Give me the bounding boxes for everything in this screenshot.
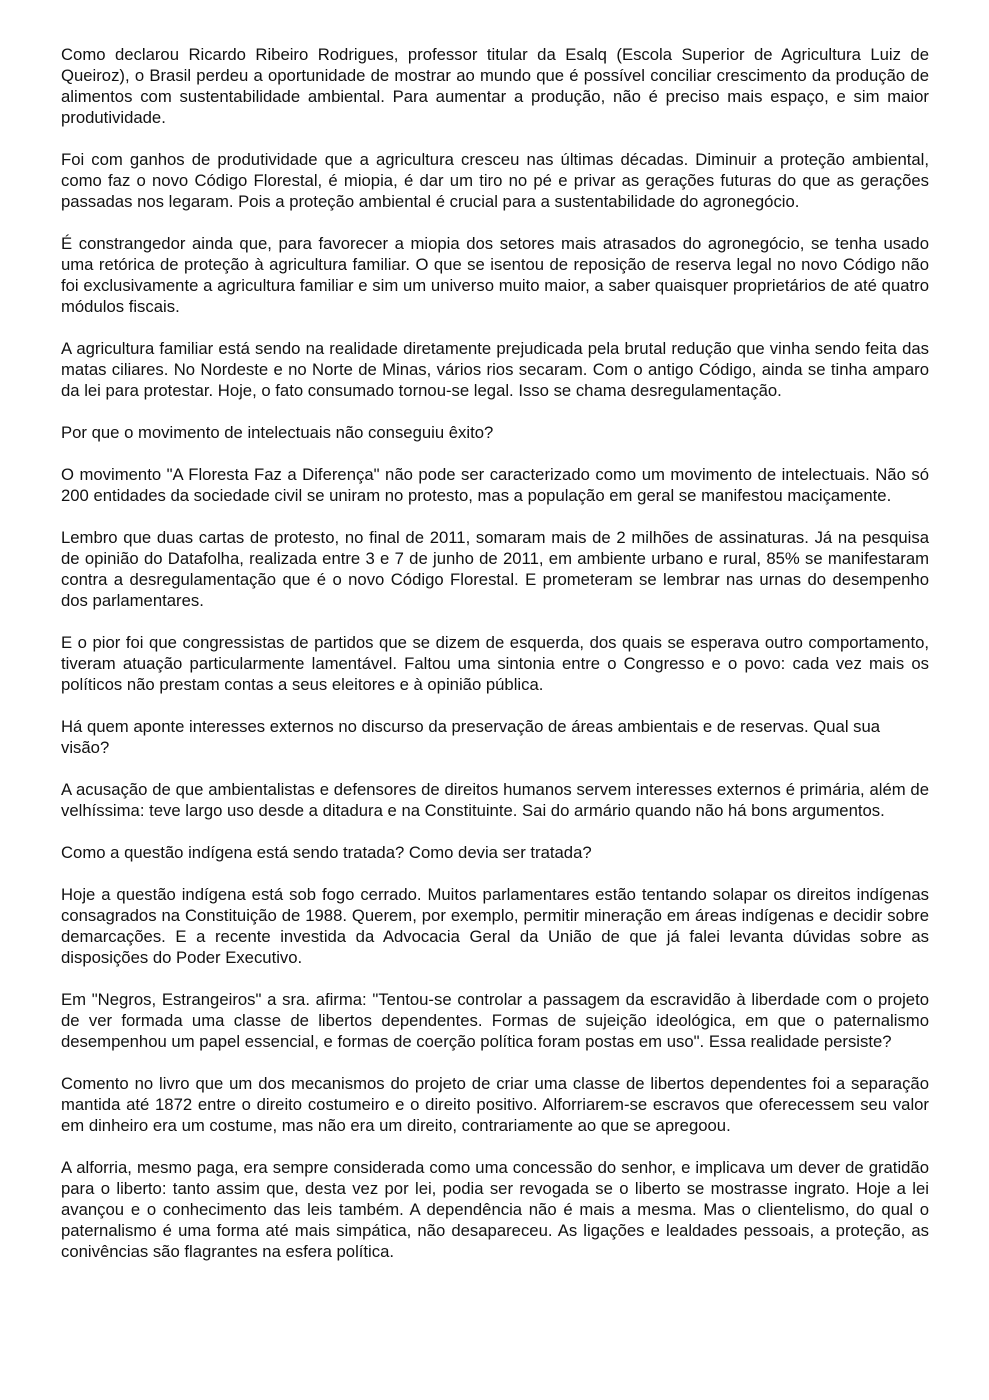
paragraph-3: É constrangedor ainda que, para favorecer a miopia dos setores mais atrasados do agronegócio, se tenha usado uma retórica de proteção à agricultura familiar. O que se isentou de reposição de reserva legal no novo Código não foi exclusivamente a agricultura familiar e sim um universo muito maior, a saber quaisquer proprietários de até quatro módulos fiscais. [61, 234, 929, 316]
interview-question-2: Há quem aponte interesses externos no discurso da preservação de áreas ambientais e de reservas. Qual sua visão? [61, 717, 881, 757]
paragraph-14: Comento no livro que um dos mecanismos do projeto de criar uma classe de libertos dependentes foi a separação mantida até 1872 entre o direito costumeiro e o direito positivo. Alforriarem-se escravos que oferecessem seu valor em dinheiro era um costume, mas não era um direito, contrariamente ao que se apregoou. [61, 1074, 929, 1135]
document-page [61, 44, 929, 1262]
interview-question-4: Em "Negros, Estrangeiros" a sra. afirma: "Tentou-se controlar a passagem da escravidão à liberdade com o projeto de ver formada uma classe de libertos dependentes. Formas de sujeição ideológica, em que o paternalismo desempenhou um papel essencial, e formas de coerção política foram postas em uso". Essa realidade persiste? [61, 990, 929, 1051]
paragraph-7: Lembro que duas cartas de protesto, no final de 2011, somaram mais de 2 milhões de assinaturas. Já na pesquisa de opinião do Datafolha, realizada entre 3 e 7 de junho de 2011, em ambiente urbano e rural, 85% se manifestaram contra a desregulamentação que é o novo Código Florestal. E prometeram se lembrar nas urnas do desempenho dos parlamentares. [61, 528, 929, 610]
interview-question-1: Por que o movimento de intelectuais não conseguiu êxito? [61, 423, 494, 442]
interview-question-3: Como a questão indígena está sendo tratada? Como devia ser tratada? [61, 843, 592, 862]
paragraph-4: A agricultura familiar está sendo na realidade diretamente prejudicada pela brutal redução que vinha sendo feita das matas ciliares. No Nordeste e no Norte de Minas, vários rios secaram. Com o antigo Código, ainda se tinha amparo da lei para protestar. Hoje, o fato consumado tornou-se legal. Isso se chama desregulamentação. [61, 339, 929, 400]
paragraph-8: E o pior foi que congressistas de partidos que se dizem de esquerda, dos quais se esperava outro comportamento, tiveram atuação particularmente lamentável. Faltou uma sintonia entre o Congresso e o povo: cada vez mais os políticos não prestam contas a seus eleitores e à opinião pública. [61, 633, 929, 694]
paragraph-10: A acusação de que ambientalistas e defensores de direitos humanos servem interesses externos é primária, além de velhíssima: teve largo uso desde a ditadura e na Constituinte. Sai do armário quando não há bons argumentos. [61, 780, 929, 820]
paragraph-6: O movimento "A Floresta Faz a Diferença" não pode ser caracterizado como um movimento de intelectuais. Não só 200 entidades da sociedade civil se uniram no protesto, mas a população em geral se manifestou maciçamente. [61, 465, 929, 505]
paragraph-2: Foi com ganhos de produtividade que a agricultura cresceu nas últimas décadas. Diminuir a proteção ambiental, como faz o novo Código Florestal, é miopia, é dar um tiro no pé e privar as gerações futuras do que as gerações passadas nos legaram. Pois a proteção ambiental é crucial para a sustentabilidade do agronegócio. [61, 150, 929, 211]
paragraph-15: A alforria, mesmo paga, era sempre considerada como uma concessão do senhor, e implicava um dever de gratidão para o liberto: tanto assim que, desta vez por lei, podia ser revogada se o liberto se mostrasse ingrato. Hoje a lei avançou e o conhecimento das leis também. A dependência não é mais a mesma. Mas o clientelismo, do qual o paternalismo é uma forma até mais simpática, não desapareceu. As ligações e lealdades pessoais, a proteção, as conivências são flagrantes na esfera política. [61, 1158, 929, 1261]
paragraph-1: Como declarou Ricardo Ribeiro Rodrigues, professor titular da Esalq (Escola Superior de Agricultura Luiz de Queiroz), o Brasil perdeu a oportunidade de mostrar ao mundo que é possível conciliar crescimento da produção de alimentos com sustentabilidade ambiental. Para aumentar a produção, não é preciso mais espaço, e sim maior produtividade. [61, 45, 929, 127]
paragraph-12: Hoje a questão indígena está sob fogo cerrado. Muitos parlamentares estão tentando solapar os direitos indígenas consagrados na Constituição de 1988. Querem, por exemplo, permitir mineração em áreas indígenas e decidir sobre demarcações. E a recente investida da Advocacia Geral da União de que já falei levanta dúvidas sobre as disposições do Poder Executivo. [61, 885, 929, 967]
